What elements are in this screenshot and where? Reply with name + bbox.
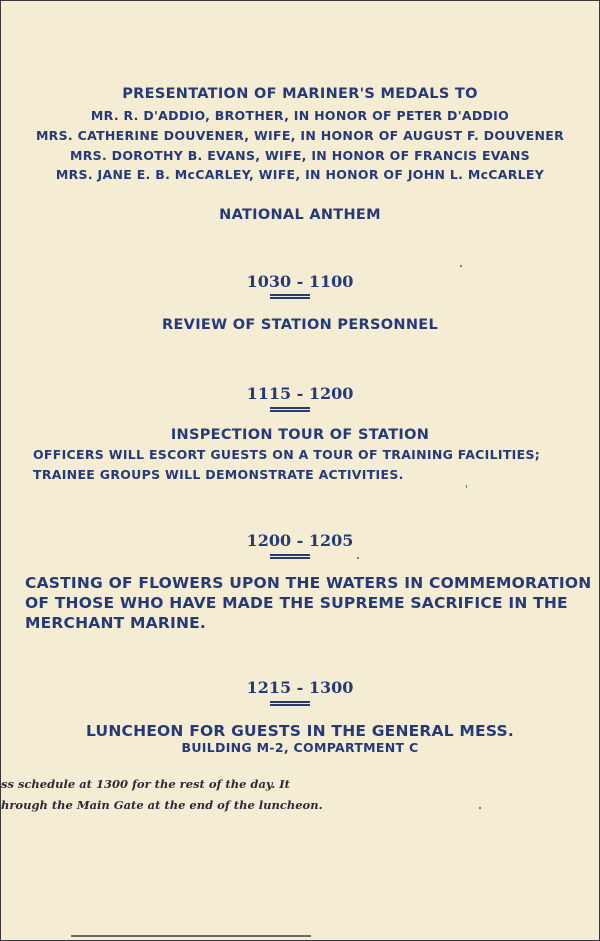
event-detail: TRAINEE GROUPS WILL DEMONSTRATE ACTIVITIES.	[33, 467, 404, 482]
time-slot-3: 1200 - 1205	[246, 531, 354, 550]
event-title: INSPECTION TOUR OF STATION	[170, 427, 430, 443]
recipient-line: MRS. JANE E. B. McCARLEY, WIFE, IN HONOR OF JOHN L. McCARLEY	[55, 167, 545, 182]
national-anthem: NATIONAL ANTHEM	[219, 207, 381, 223]
event-detail: BUILDING M-2, COMPARTMENT C	[181, 740, 419, 755]
presentation-title: PRESENTATION OF MARINER'S MEDALS TO	[122, 86, 478, 102]
recipient-line: MR. R. D'ADDIO, BROTHER, IN HONOR OF PETER D'ADDIO	[90, 108, 510, 123]
double-rule-divider	[270, 554, 310, 559]
time-slot-4: 1215 - 1300	[246, 678, 354, 697]
recipient-line: MRS. CATHERINE DOUVENER, WIFE, IN HONOR OF AUGUST F. DOUVENER	[35, 128, 565, 143]
footnote-line: ss schedule at 1300 for the rest of the day. It	[1, 777, 290, 791]
paper-speck	[460, 265, 462, 267]
event-title: LUNCHEON FOR GUESTS IN THE GENERAL MESS.	[86, 722, 514, 740]
event-detail: OF THOSE WHO HAVE MADE THE SUPREME SACRIFICE IN THE	[25, 594, 568, 612]
double-rule-divider	[270, 294, 310, 299]
time-slot-1: 1030 - 1100	[246, 272, 354, 291]
time-slot-2: 1115 - 1200	[246, 384, 354, 403]
double-rule-divider	[270, 407, 310, 412]
bottom-edge-shadow	[71, 935, 311, 937]
event-detail: MERCHANT MARINE.	[25, 614, 207, 632]
event-detail: CASTING OF FLOWERS UPON THE WATERS IN COMMEMORATION	[25, 574, 592, 592]
paper-speck	[357, 557, 359, 559]
paper-speck	[466, 485, 467, 488]
paper-speck	[479, 807, 481, 809]
double-rule-divider	[270, 701, 310, 706]
recipient-line: MRS. DOROTHY B. EVANS, WIFE, IN HONOR OF FRANCIS EVANS	[70, 148, 530, 163]
footnote-line: hrough the Main Gate at the end of the luncheon.	[1, 798, 323, 812]
event-detail: OFFICERS WILL ESCORT GUESTS ON A TOUR OF TRAINING FACILITIES;	[33, 447, 541, 462]
event-title: REVIEW OF STATION PERSONNEL	[162, 317, 438, 333]
